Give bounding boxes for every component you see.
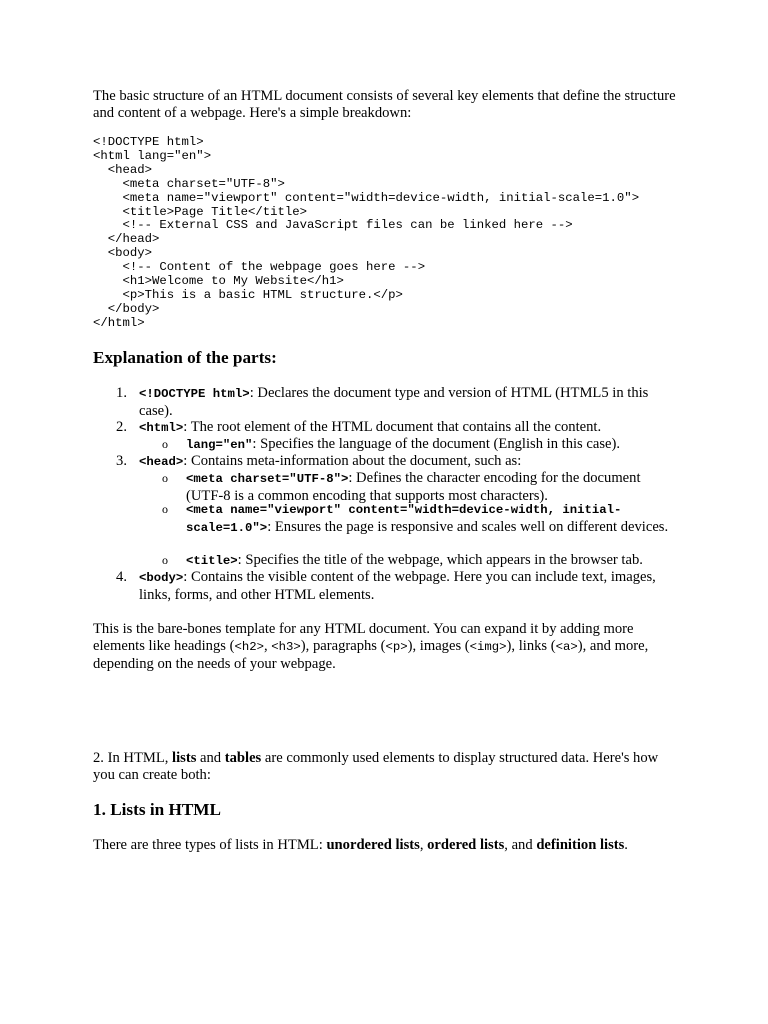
inline-code: <img> [469, 640, 507, 654]
lists-intro-paragraph [93, 837, 683, 854]
bold-term: definition lists [536, 837, 625, 853]
list-item-text [139, 385, 674, 420]
list-item-description: : Contains meta-information about the document, such as: [183, 453, 522, 469]
bold-term: tables [224, 750, 262, 766]
bullet-icon: o [162, 553, 168, 567]
intro-paragraph: The basic structure of an HTML document consists of several key elements that define the structure and content of a webpage. Here's a simple breakdown: [93, 88, 676, 121]
lists-intro-text: There are three types of lists in HTML: [93, 837, 327, 853]
list-number: 2. [116, 419, 127, 435]
bullet-icon: o [162, 437, 168, 451]
list-item-description: : The root element of the HTML document that contains all the content. [183, 419, 602, 435]
inline-code: <body> [139, 571, 184, 585]
sub-item-description: : Ensures the page is responsive and scales well on different devices. [267, 519, 669, 535]
sub-item-text [186, 470, 674, 505]
inline-code: lang="en" [186, 438, 253, 452]
sub-item-description: : Specifies the language of the document (English in this case). [252, 436, 621, 452]
explanation-heading: Explanation of the parts: [93, 348, 277, 367]
section2-text: are commonly used elements to display structured data. Here's how you can create both: [93, 750, 659, 783]
inline-code: <h3> [271, 640, 301, 654]
lists-heading: 1. Lists in HTML [93, 800, 221, 819]
list-number: 4. [116, 569, 127, 585]
section2-paragraph [93, 750, 683, 784]
inline-code: <a> [555, 640, 578, 654]
bullet-icon: o [162, 502, 168, 516]
list-item-description: : Declares the document type and version of HTML (HTML5 in this case). [139, 385, 649, 419]
bold-term: ordered lists [427, 837, 505, 853]
inline-code: <h2> [234, 640, 264, 654]
lists-intro-text: , [419, 837, 428, 853]
bold-term: unordered lists [326, 837, 420, 853]
section2-text: 2. In HTML, [93, 750, 173, 766]
html-code-block: <!DOCTYPE html> <html lang="en"> <head> <meta charset="UTF-8"> <meta name="viewport" content="width=device-width, initial-scale=1.0"> <title>Page Title</title> <!-- External CSS and JavaScript files can be linked here --> </head> <body> <!-- Content of the webpage goes here --> <h1>Welcome to My Website</h1> <p>This is a basic HTML structure.</p> </body> </html> [93, 135, 640, 330]
closing-text: ), and more, depending on the needs of your webpage. [93, 638, 649, 672]
inline-code: <html> [139, 421, 184, 435]
inline-code: <title> [186, 554, 238, 568]
closing-text: ), paragraphs ( [300, 638, 386, 654]
bullet-icon: o [162, 471, 168, 485]
inline-code: <p> [385, 640, 408, 654]
sub-item-description: : Defines the character encoding for the document (UTF-8 is a common encoding that supports most characters). [186, 470, 641, 504]
inline-code: <meta charset="UTF-8"> [186, 472, 349, 486]
closing-text: ), images ( [407, 638, 470, 654]
closing-text: , [263, 638, 272, 654]
inline-code: <meta name="viewport" content="width=device-width, initial-scale=1.0"> [186, 503, 622, 535]
sub-item-text [186, 501, 674, 537]
inline-code: <!DOCTYPE html> [139, 387, 250, 401]
closing-paragraph [93, 621, 683, 673]
bold-term: lists [172, 750, 197, 766]
sub-item-text [186, 552, 674, 570]
list-number: 3. [116, 453, 127, 469]
lists-intro-text: , and [504, 837, 537, 853]
list-item-description: : Contains the visible content of the webpage. Here you can include text, images, links, forms, and other HTML elements. [139, 569, 656, 603]
sub-item-description: : Specifies the title of the webpage, which appears in the browser tab. [237, 552, 643, 568]
list-item-text [139, 419, 674, 437]
sub-item-text [186, 436, 674, 454]
list-item-text [139, 453, 674, 471]
list-item-text [139, 569, 674, 604]
closing-text: ), links ( [506, 638, 556, 654]
list-number: 1. [116, 385, 127, 401]
inline-code: <head> [139, 455, 184, 469]
section2-text: and [196, 750, 225, 766]
lists-intro-text: . [624, 837, 628, 853]
closing-text: This is the bare-bones template for any HTML document. You can expand it by adding more elements like headings ( [93, 621, 634, 654]
